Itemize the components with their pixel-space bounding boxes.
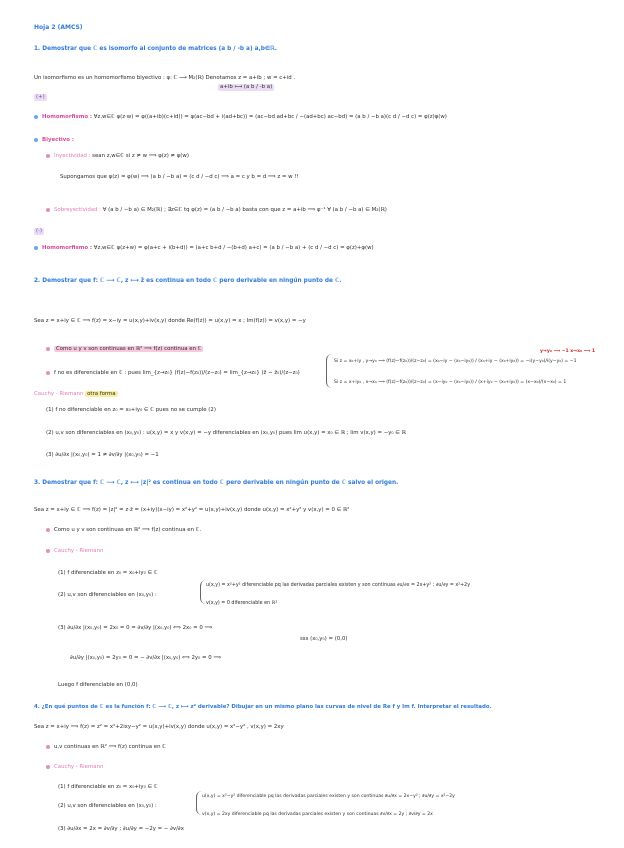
q3-c2a: u(x,y) = x²+y² diferenciable pq las derivadas parciales existen y son continuas ∂u/∂x = 2x+y² ; ∂u/∂y = x²+2y bbox=[206, 583, 471, 588]
q3-c2: (2) u,v son diferenciables en (x₀,y₀) : bbox=[58, 592, 157, 598]
q3-c3a: (3) ∂u/∂x |(x₀,y₀) = 2x₀ = 0 = ∂v/∂y |(x₀,y₀) ⟺ 2x₀ = 0 ⟹ bbox=[58, 625, 213, 631]
q1-intro: Un isomorfismo es un homomorfismo biyectivo : φ: ℂ ⟶ M₂(ℝ) Denotamos z = a+ib ; w = c+id . bbox=[34, 75, 296, 81]
q1-surjectivity: Sobreyectividad : ∀ (a b / −b a) ∈ M₂(ℝ) ; ∃z∈ℂ tq φ(z) = (a b / −b a) basta con que z = a+ib ⟹ φ⁻¹ ∀ (a b / −b a) ∈ M₂(ℝ) bbox=[46, 207, 387, 214]
q3-cauchy-riemann: Cauchy - Riemann bbox=[46, 548, 103, 555]
bullet-icon bbox=[34, 138, 38, 142]
q4-c2a: u(x,y) = x²−y² diferenciable pq las derivadas parciales existen y son continuas ∂u/∂x = 2x−y² ; ∂u/∂y = x²−2y bbox=[202, 794, 455, 799]
q2-cr-2: (2) u,v son diferenciables en (x₀,y₀) : u(x,y) = x y v(x,y) = −y diferenciables en (x₀,y₀) pues lim u(x,y) = x₀ ∈ ℝ ; lim v(x,y) = −y₀ ∈ ℝ bbox=[46, 430, 406, 436]
q4-continuity: u,v continuas en ℝ² ⟹ f(z) continua en ℂ bbox=[46, 744, 166, 751]
q1-homomorphism-line: Homomorfismo : ∀z,w∈ℂ φ(z·w) = φ((a+ib)(c+id)) = φ(ac−bd + i(ad+bc)) = (ac−bd ad+bc / −(ad+bc) ac−bd) = (a b / −b a)(c d / −d c) = φ(z)φ(w) bbox=[34, 114, 447, 121]
q2-not-differentiable: f no es diferenciable en ℂ : pues lim_{z→z₀} (f(z)−f(z₀))/(z−z₀) = lim_{z→z₀} (z̄ − z̄₀)/(z−z₀) bbox=[46, 370, 300, 377]
q2-definition: Sea z = x+iy ∈ ℂ ⟹ f(z) = x−iy = u(x,y)+iv(x,y) donde Re(f(z)) = u(x,y) = x ; Im(f(z)) = v(x,y) = −y bbox=[34, 318, 306, 324]
q2-case-1: Si z = x₀+iy , y→y₀ ⟹ (f(z)−f(z₀))/(z−z₀) = (x₀−iy − (x₀−iy₀)) / (x₀+iy − (x₀+iy₀)) = −i(y−y₀)/i(y−y₀) = −1 bbox=[334, 359, 577, 364]
q1-homomorphism-sum: Homomorfismo : ∀z,w∈ℂ φ(z+w) = φ(a+c + i(b+d)) = (a+c b+d / −(b+d) a+c) = (a b / −b a) + (c d / −d c) = φ(z)+φ(w) bbox=[34, 245, 374, 252]
q4-c1: (1) f diferenciable en z₀ = x₀+iy₀ ∈ ℂ bbox=[58, 784, 158, 790]
q4-c2: (2) u,v son diferenciables en (x₀,y₀) : bbox=[58, 803, 157, 809]
bullet-icon bbox=[46, 154, 50, 158]
q3-continuity: Como u y v son continuas en ℝ² ⟹ f(z) continua en ℂ. bbox=[46, 527, 201, 534]
q4-cauchy-riemann: Cauchy - Riemann bbox=[46, 764, 103, 771]
q1-product-tag: (·) bbox=[36, 228, 42, 234]
q1-map-definition: a+ib ⟼ (a b / -b a) bbox=[220, 84, 273, 90]
q1-sum-tag: (+) bbox=[36, 94, 45, 100]
bullet-icon bbox=[46, 745, 50, 749]
q3-c3b: ∂u/∂y |(x₀,y₀) = 2y₀ = 0 = − ∂v/∂x |(x₀,y₀) ⟺ 2y₀ = 0 ⟹ bbox=[70, 655, 222, 661]
question-3-heading: 3. Demostrar que f: ℂ ⟶ ℂ, z ⟼ |z|² es continua en todo ℂ pero derivable en ningún punto de ℂ salvo el origen. bbox=[34, 480, 399, 486]
q2-limits-note: y→y₀ ⟶ −1 x→x₀ ⟶ 1 bbox=[540, 349, 596, 354]
q2-continuity: Como u y v son continuas en ℝ² ⟹ f(z) continua en ℂ bbox=[46, 346, 203, 353]
q1-bijective-label: Biyectivo : bbox=[34, 137, 74, 144]
q3-c2b: v(x,y) = 0 diferenciable en ℝ² bbox=[206, 601, 278, 606]
bullet-icon bbox=[34, 246, 38, 250]
q4-c2b: v(x,y) = 2xy diferenciable pq las derivadas parciales existen y son continuas ∂v/∂x = 2y ; ∂v/∂y = 2x bbox=[202, 812, 433, 817]
case-bracket bbox=[326, 354, 333, 388]
question-1-heading: 1. Demostrar que ℂ es isomorfo al conjunto de matrices (a b / -b a) a,b∈ℝ. bbox=[34, 46, 277, 52]
bullet-icon bbox=[46, 371, 50, 375]
q1-injectivity: Inyectividad : sean z,w∈ℂ si z ≠ w ⟹ φ(z) ≠ φ(w) bbox=[46, 153, 189, 160]
bullet-icon bbox=[34, 115, 38, 119]
q3-c1: (1) f diferenciable en z₀ = x₀+iy₀ ∈ ℂ bbox=[58, 570, 158, 576]
bullet-icon bbox=[46, 549, 50, 553]
q2-case-2: Si z = x+iy₀ , x→x₀ ⟹ (f(z)−f(z₀))/(z−z₀) = (x−iy₀ − (x₀−iy₀)) / (x+iy₀ − (x₀+iy₀)) = (x−x₀)/(x−x₀) = 1 bbox=[334, 380, 567, 385]
bullet-icon bbox=[46, 765, 50, 769]
bullet-icon bbox=[46, 347, 50, 351]
q2-cauchy-riemann: Cauchy - Riemann otra forma bbox=[34, 391, 116, 397]
q1-injectivity-proof: Supongamos que φ(z) = φ(w) ⟹ (a b / −b a) = (c d / −d c) ⟹ a = c y b = d ⟹ z = w !! bbox=[60, 174, 299, 180]
q4-c3: (3) ∂u/∂x = 2x = ∂v/∂y ; ∂u/∂y = −2y = − ∂v/∂x bbox=[58, 826, 184, 832]
question-2-heading: 2. Demostrar que f: ℂ ⟶ ℂ, z ⟼ z̄ es continua en todo ℂ pero derivable en ningún punto de ℂ. bbox=[34, 278, 342, 284]
page-title: Hoja 2 (AMCS) bbox=[34, 24, 83, 31]
bullet-icon bbox=[46, 208, 50, 212]
q2-cr-1: (1) f no diferenciable en z₀ = x₀+iy₀ ∈ ℂ pues no se cumple (2) bbox=[46, 407, 216, 413]
q2-cr-3: (3) ∂u/∂x |(x₀,y₀) = 1 ≠ ∂v/∂y |(x₀,y₀) = −1 bbox=[46, 452, 159, 458]
q3-conclusion: Luego f diferenciable en (0,0) bbox=[58, 682, 138, 688]
bullet-icon bbox=[46, 528, 50, 532]
q3-c3c: sss (x₀,y₀) = (0,0) bbox=[300, 636, 348, 642]
q3-definition: Sea z = x+iy ∈ ℂ ⟹ f(z) = |z|² = z·z̄ = (x+iy)(x−iy) = x²+y² = u(x,y)+iv(x,y) donde u(x,y) = x²+y² y v(x,y) = 0 ∈ ℝ² bbox=[34, 507, 350, 513]
question-4-heading: 4. ¿En qué puntos de ℂ es la función f: ℂ ⟶ ℂ, z ⟼ z² derivable? Dibujar en un mismo plano las curvas de nivel de Re f y Im f. Interpretar el resultado. bbox=[34, 704, 492, 710]
q4-definition: Sea z = x+iy ⟹ f(z) = z² = x²+2ixy−y² = u(x,y)+iv(x,y) donde u(x,y) = x²−y² , v(x,y) = 2xy bbox=[34, 724, 284, 730]
